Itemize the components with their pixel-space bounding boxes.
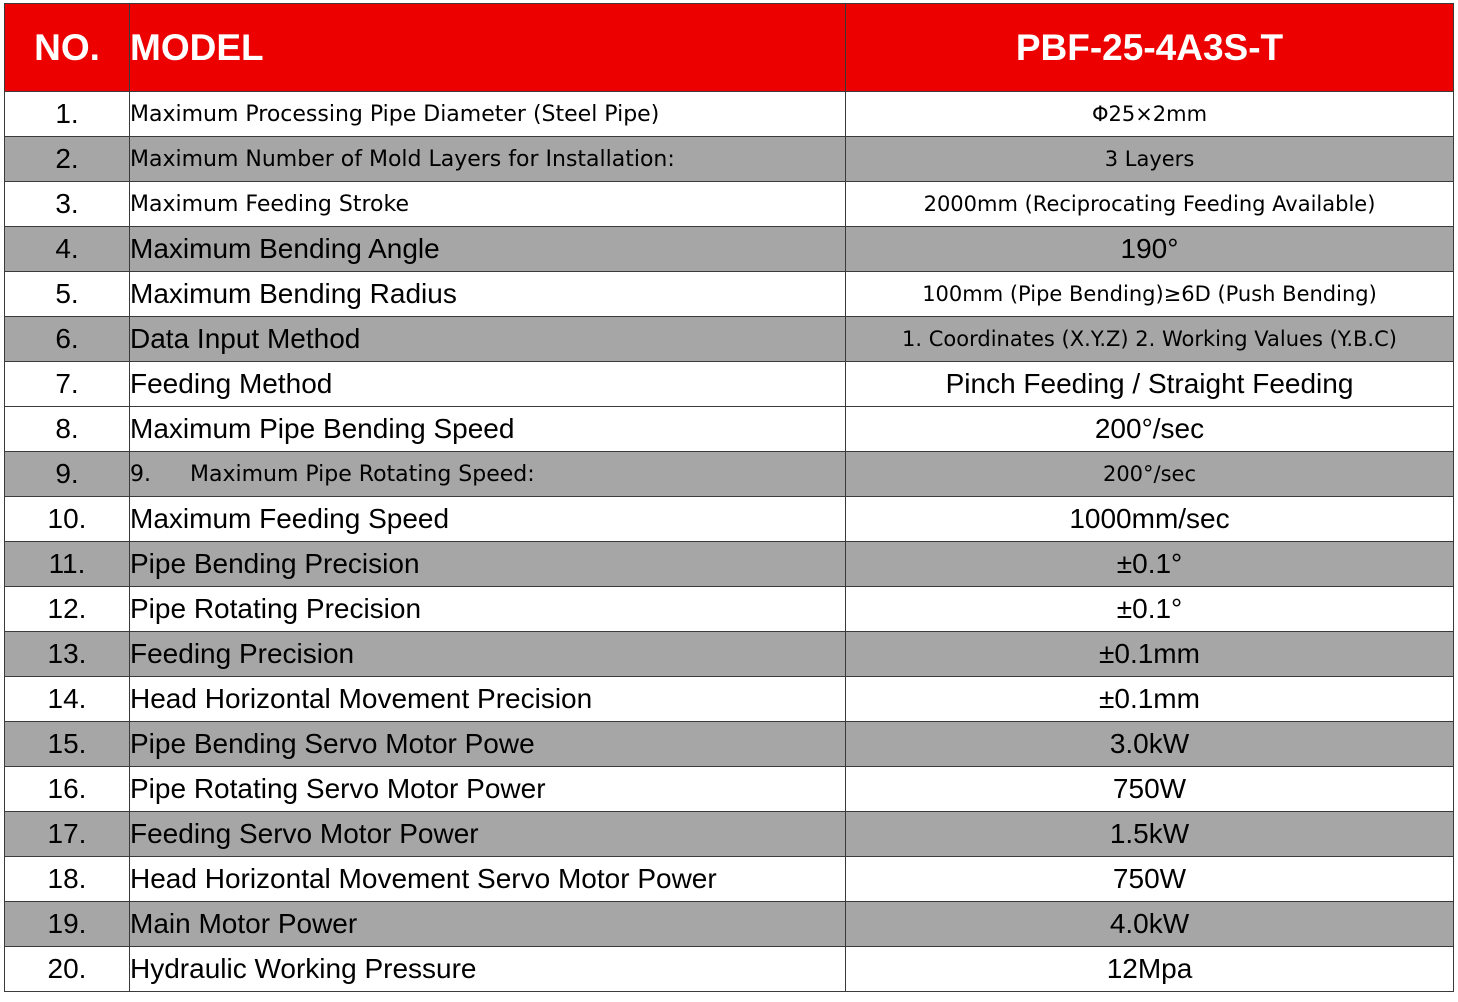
table-row — [5, 227, 1454, 272]
table-row — [5, 587, 1454, 632]
table-row — [5, 137, 1454, 182]
header-no: NO. — [5, 4, 130, 92]
table-header-row — [5, 4, 1454, 92]
row-parameter: Pipe Rotating Servo Motor Power — [130, 767, 846, 812]
row-number: 14. — [5, 677, 130, 722]
row-number: 4. — [5, 227, 130, 272]
row-value: Pinch Feeding / Straight Feeding — [846, 362, 1454, 407]
row-parameter: Feeding Method — [130, 362, 846, 407]
row-number: 9. — [5, 452, 130, 497]
row-value: ±0.1mm — [846, 632, 1454, 677]
row-parameter: Feeding Servo Motor Power — [130, 812, 846, 857]
row-number: 19. — [5, 902, 130, 947]
row-parameter: Head Horizontal Movement Servo Motor Power — [130, 857, 846, 902]
row-number: 3. — [5, 182, 130, 227]
table-row — [5, 902, 1454, 947]
table-row — [5, 812, 1454, 857]
table-row — [5, 92, 1454, 137]
row-number: 15. — [5, 722, 130, 767]
table-row — [5, 497, 1454, 542]
row-parameter: Main Motor Power — [130, 902, 846, 947]
row-number: 12. — [5, 587, 130, 632]
row-value: 750W — [846, 857, 1454, 902]
row-value: 100mm (Pipe Bending)≥6D (Push Bending) — [846, 272, 1454, 317]
table-row — [5, 947, 1454, 992]
row-value: ±0.1° — [846, 542, 1454, 587]
row-value: 4.0kW — [846, 902, 1454, 947]
table-row — [5, 677, 1454, 722]
row-number: 8. — [5, 407, 130, 452]
table-row — [5, 767, 1454, 812]
row-parameter: Pipe Bending Precision — [130, 542, 846, 587]
row-value: ±0.1mm — [846, 677, 1454, 722]
table-row — [5, 407, 1454, 452]
row-number: 1. — [5, 92, 130, 137]
row-value: 3.0kW — [846, 722, 1454, 767]
row-parameter-label: Maximum Pipe Rotating Speed: — [190, 461, 535, 487]
row-parameter: Maximum Number of Mold Layers for Installation: — [130, 137, 846, 182]
row-value: ±0.1° — [846, 587, 1454, 632]
table-row — [5, 272, 1454, 317]
row-value: Φ25×2mm — [846, 92, 1454, 137]
row-number: 2. — [5, 137, 130, 182]
row-number: 10. — [5, 497, 130, 542]
row-parameter: Maximum Feeding Speed — [130, 497, 846, 542]
row-parameter: Pipe Bending Servo Motor Powe — [130, 722, 846, 767]
header-model: MODEL — [130, 4, 846, 92]
row-parameter: Head Horizontal Movement Precision — [130, 677, 846, 722]
header-model-value: PBF-25-4A3S-T — [846, 4, 1454, 92]
row-value: 190° — [846, 227, 1454, 272]
spec-table — [4, 3, 1454, 992]
table-row — [5, 452, 1454, 497]
row-value: 1000mm/sec — [846, 497, 1454, 542]
row-parameter: Maximum Bending Angle — [130, 227, 846, 272]
table-row — [5, 857, 1454, 902]
table-row — [5, 317, 1454, 362]
row-value: 1.5kW — [846, 812, 1454, 857]
row-parameter — [130, 452, 846, 497]
row-value: 200°/sec — [846, 407, 1454, 452]
row-number: 17. — [5, 812, 130, 857]
row-parameter: Feeding Precision — [130, 632, 846, 677]
row-value: 3 Layers — [846, 137, 1454, 182]
row-parameter: Hydraulic Working Pressure — [130, 947, 846, 992]
row-parameter: Maximum Pipe Bending Speed — [130, 407, 846, 452]
row-parameter: Maximum Feeding Stroke — [130, 182, 846, 227]
row-parameter: Maximum Bending Radius — [130, 272, 846, 317]
table-row — [5, 362, 1454, 407]
row-value: 2000mm (Reciprocating Feeding Available) — [846, 182, 1454, 227]
row-parameter-prefix: 9. — [130, 461, 151, 487]
row-number: 11. — [5, 542, 130, 587]
row-number: 18. — [5, 857, 130, 902]
row-number: 16. — [5, 767, 130, 812]
row-parameter: Pipe Rotating Precision — [130, 587, 846, 632]
row-number: 13. — [5, 632, 130, 677]
row-value: 12Mpa — [846, 947, 1454, 992]
table-row — [5, 182, 1454, 227]
table-row — [5, 632, 1454, 677]
row-parameter: Data Input Method — [130, 317, 846, 362]
row-value: 200°/sec — [846, 452, 1454, 497]
row-number: 5. — [5, 272, 130, 317]
table-row — [5, 722, 1454, 767]
row-number: 20. — [5, 947, 130, 992]
row-parameter: Maximum Processing Pipe Diameter (Steel Pipe) — [130, 92, 846, 137]
row-number: 7. — [5, 362, 130, 407]
row-value: 1. Coordinates (X.Y.Z) 2. Working Values (Y.B.C) — [846, 317, 1454, 362]
row-value: 750W — [846, 767, 1454, 812]
row-number: 6. — [5, 317, 130, 362]
table-row — [5, 542, 1454, 587]
